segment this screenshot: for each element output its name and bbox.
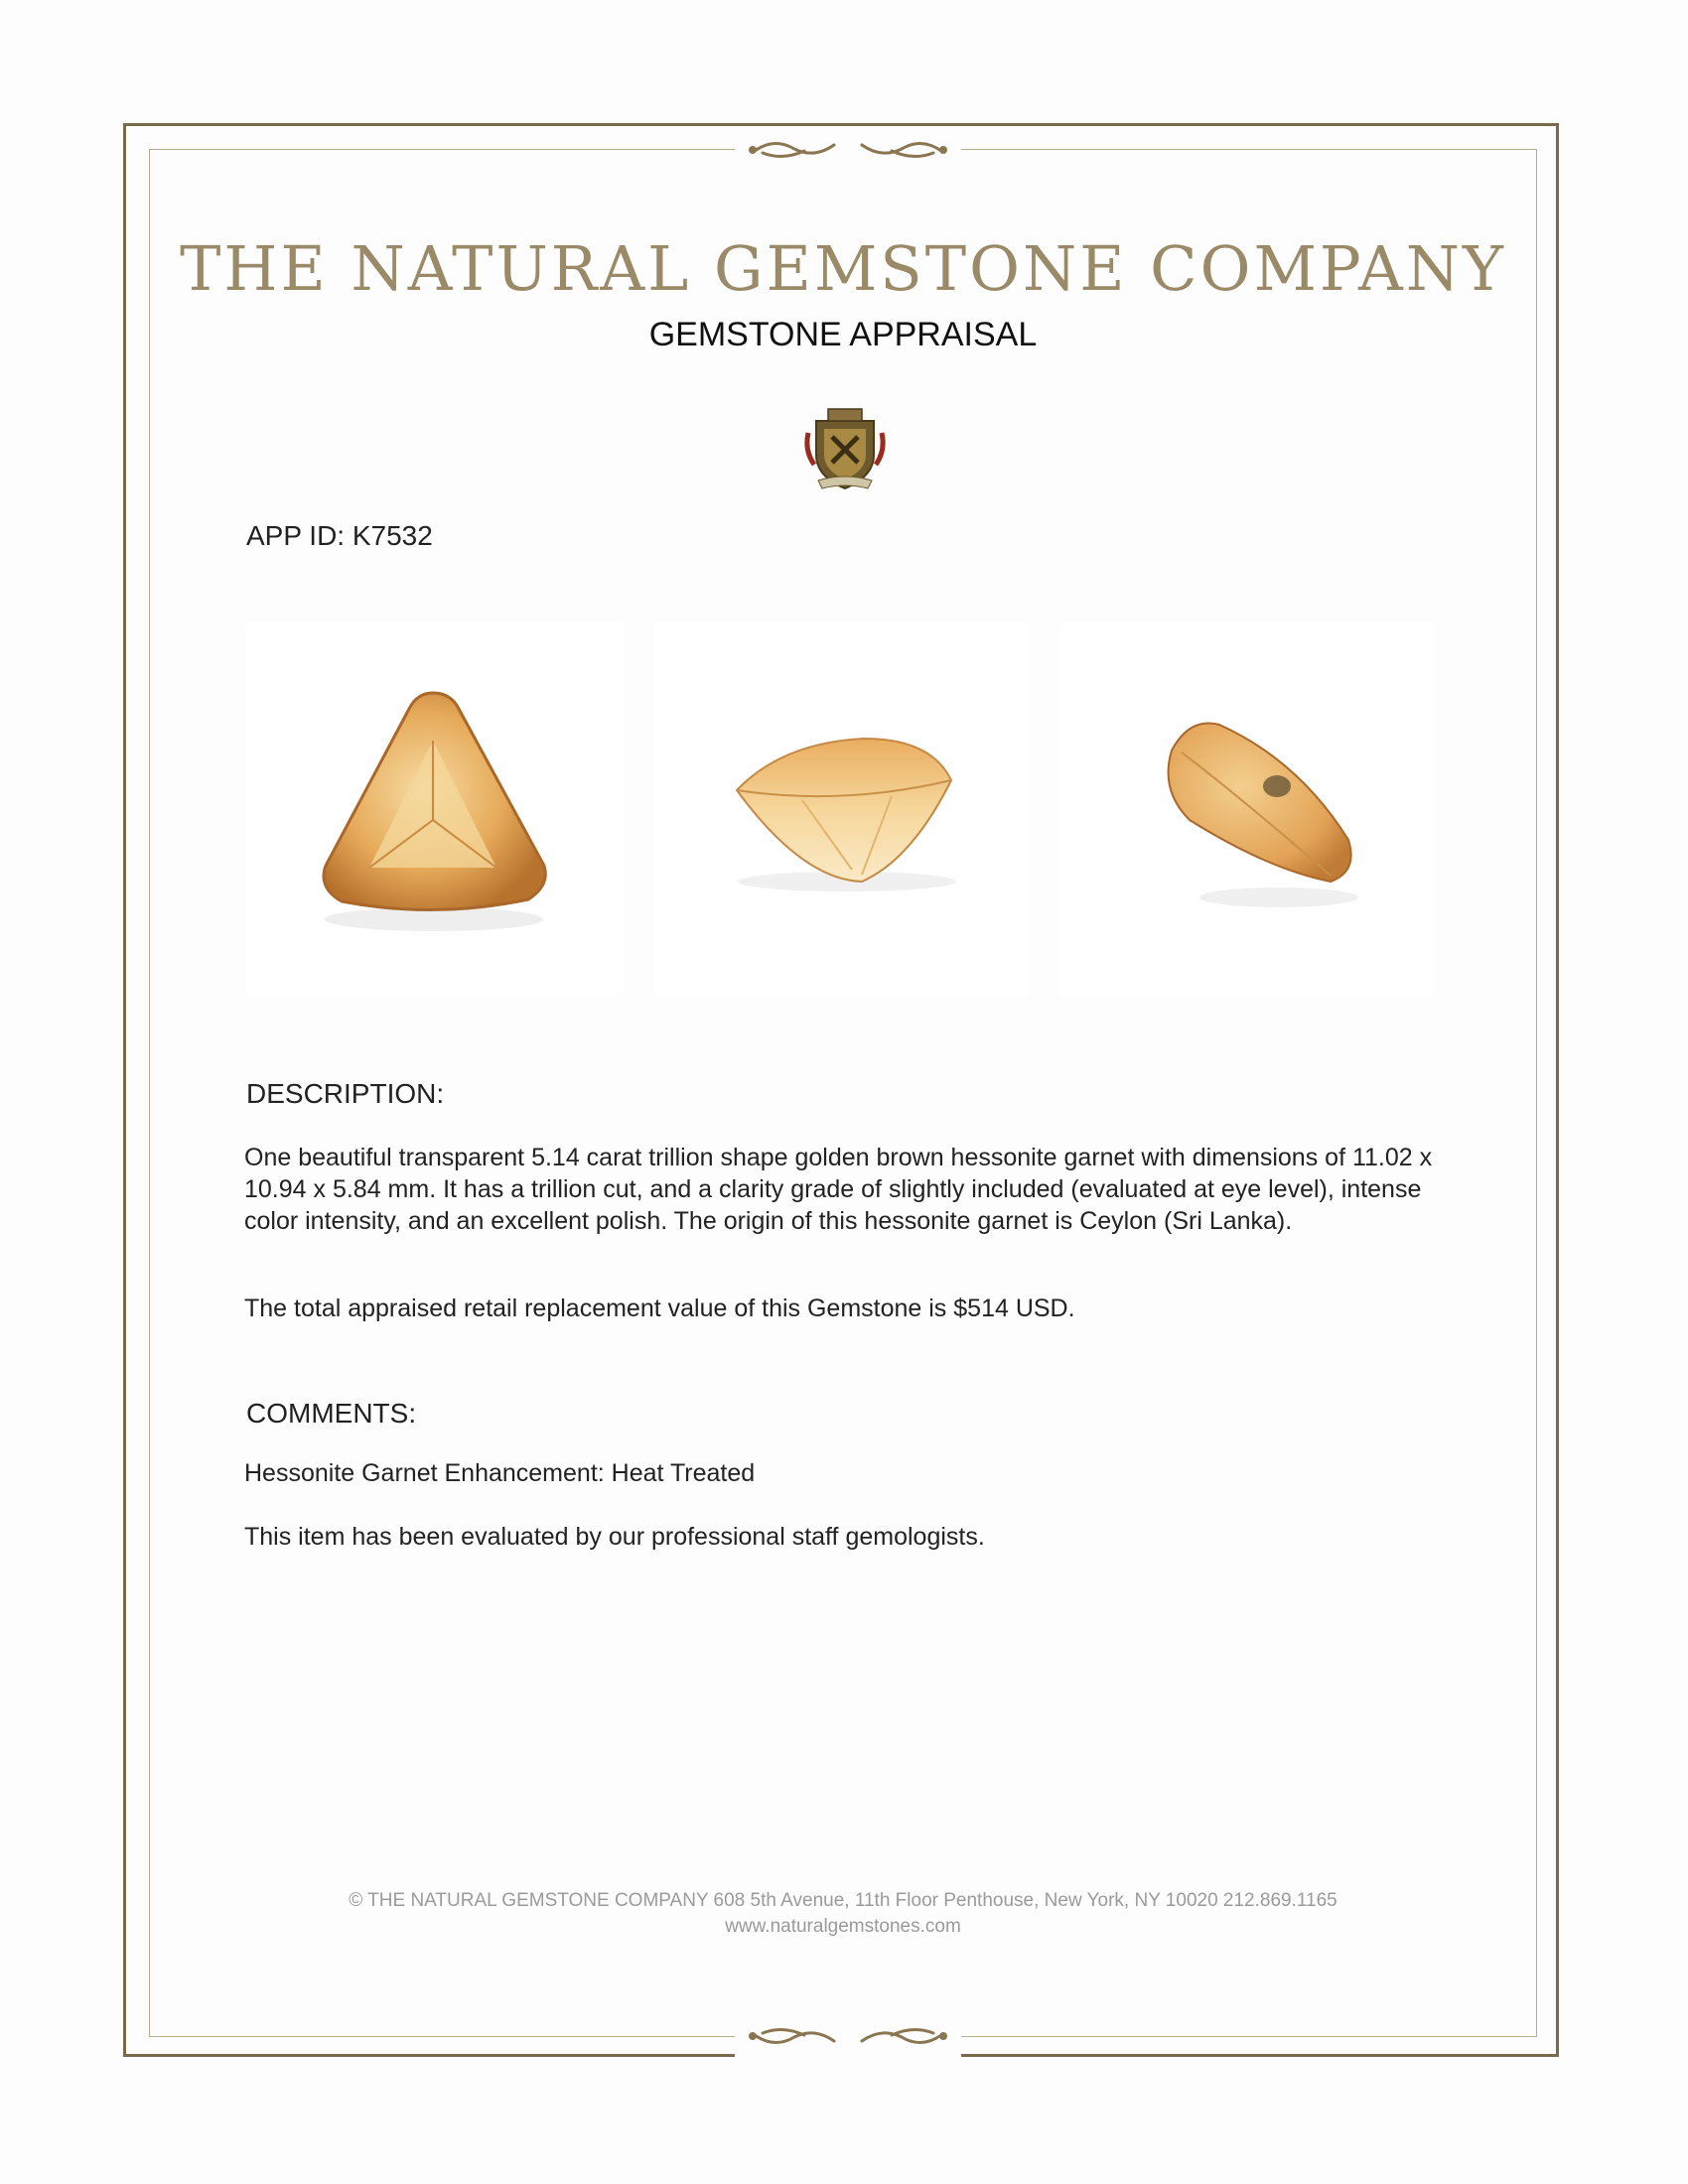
description-text: One beautiful transparent 5.14 carat trillion shape golden brown hessonite garnet with dimensions of 11.02 x 10.94 x 5.84 mm. It has a trillion cut, and a clarity grade of slightly included (evaluated at eye level), intense color intensity, and an excellent polish. The origin of this hessonite garnet is Ceylon (Sri Lanka). xyxy=(244,1144,1433,1235)
description-heading: DESCRIPTION: xyxy=(246,1078,445,1109)
gem-photo-side xyxy=(653,621,1029,995)
document-title: GEMSTONE APPRAISAL xyxy=(648,316,1038,353)
gem-photo-top xyxy=(246,621,622,995)
company-crest-icon xyxy=(802,403,888,492)
app-id: APP ID: K7532 xyxy=(246,520,433,551)
footer-website-link[interactable]: www.naturalgemstones.com xyxy=(725,1916,961,1937)
comments-heading: COMMENTS: xyxy=(246,1398,417,1429)
trillion-gem-angle-icon xyxy=(1060,621,1436,995)
top-ornament-icon xyxy=(735,127,961,171)
gem-photo-angle xyxy=(1060,621,1436,995)
trillion-gem-side-icon xyxy=(653,621,1029,995)
evaluation-note: This item has been evaluated by our professional staff gemologists. xyxy=(244,1523,985,1551)
trillion-gem-top-icon xyxy=(246,621,622,995)
enhancement-text: Hessonite Garnet Enhancement: Heat Treated xyxy=(244,1459,756,1487)
company-title: THE NATURAL GEMSTONE COMPANY xyxy=(180,232,1506,305)
footer-address: © THE NATURAL GEMSTONE COMPANY 608 5th Avenue, 11th Floor Penthouse, New York, NY 10020 212.869.1165 xyxy=(349,1890,1337,1911)
appraised-value-text: The total appraised retail replacement value of this Gemstone is $514 USD. xyxy=(244,1295,1075,1322)
bottom-ornament-icon xyxy=(735,2015,961,2059)
